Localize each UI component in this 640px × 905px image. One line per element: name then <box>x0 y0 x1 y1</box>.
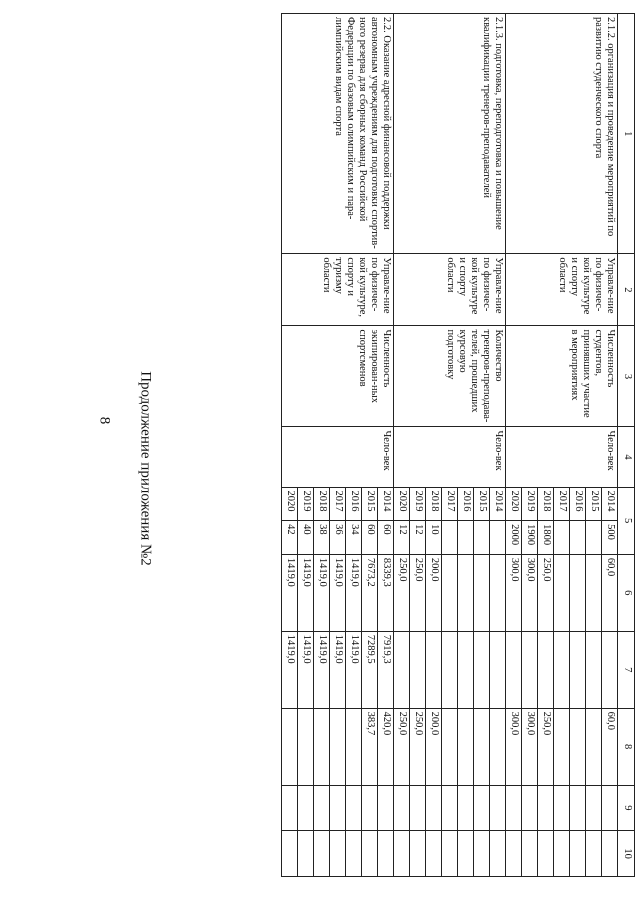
cell-regional <box>458 708 474 785</box>
cell-federal <box>586 631 602 708</box>
cell-empty <box>362 831 378 877</box>
cell-regional: 200,0 <box>426 708 442 785</box>
cell-c4: Чело-век <box>282 427 394 487</box>
cell-empty <box>394 831 410 877</box>
cell-federal <box>442 631 458 708</box>
cell-c3: Численность экипирован-ных спортсменов <box>282 326 394 427</box>
cell-total <box>474 554 490 631</box>
cell-federal <box>554 631 570 708</box>
cell-year: 2018 <box>314 487 330 521</box>
cell-federal <box>538 631 554 708</box>
cell-empty <box>490 831 506 877</box>
cell-indicator-value: 40 <box>298 521 314 555</box>
cell-federal <box>602 631 618 708</box>
cell-empty <box>458 785 474 831</box>
cell-indicator-value: 2000 <box>506 521 522 555</box>
cell-c1: 2.1.3. подготовка, переподготовка и повышение квалификации тренеров-преподавателей <box>394 14 506 254</box>
cell-federal: 1419,0 <box>330 631 346 708</box>
cell-year: 2018 <box>426 487 442 521</box>
cell-c1: 2.2. Оказание адресной финансовой поддержки автономным учреждениям для подготовки спортив-ного резерва для сборных команд Российской Федерации по базовым олимпийским и пара-лимпийским видам спорта <box>282 14 394 254</box>
cell-empty <box>538 785 554 831</box>
cell-indicator-value <box>570 521 586 555</box>
cell-empty <box>314 831 330 877</box>
cell-c1: 2.1.2. организация и проведение мероприятий по развитию студенческого спорта <box>506 14 618 254</box>
cell-year: 2017 <box>554 487 570 521</box>
cell-empty <box>458 831 474 877</box>
cell-indicator-value <box>458 521 474 555</box>
table-row <box>602 14 618 877</box>
cell-regional <box>282 708 298 785</box>
header-cell: 3 <box>618 326 635 427</box>
cell-total: 60,0 <box>602 554 618 631</box>
cell-c3: Количество тренеров-преподава-телей, прошедших курсовую подготовку <box>394 326 506 427</box>
cell-regional <box>554 708 570 785</box>
cell-year: 2019 <box>298 487 314 521</box>
cell-empty <box>442 831 458 877</box>
table-row <box>378 14 394 877</box>
cell-empty <box>378 831 394 877</box>
cell-regional: 250,0 <box>394 708 410 785</box>
cell-empty <box>506 831 522 877</box>
header-cell: 6 <box>618 554 635 631</box>
cell-empty <box>602 831 618 877</box>
cell-empty <box>586 831 602 877</box>
cell-empty <box>282 785 298 831</box>
cell-indicator-value: 34 <box>346 521 362 555</box>
cell-c2: Управле-ние по физичес-кой культуре, спорту и туризму области <box>282 254 394 326</box>
cell-total: 1419,0 <box>314 554 330 631</box>
cell-regional <box>330 708 346 785</box>
cell-regional <box>586 708 602 785</box>
cell-regional <box>314 708 330 785</box>
cell-empty <box>330 831 346 877</box>
cell-empty <box>602 785 618 831</box>
program-table <box>281 13 635 877</box>
cell-regional <box>570 708 586 785</box>
header-cell: 2 <box>618 254 635 326</box>
cell-year: 2014 <box>378 487 394 521</box>
header-cell: 5 <box>618 487 635 554</box>
cell-indicator-value: 1900 <box>522 521 538 555</box>
cell-empty <box>522 785 538 831</box>
cell-total: 250,0 <box>410 554 426 631</box>
cell-regional <box>474 708 490 785</box>
header-cell: 4 <box>618 427 635 487</box>
cell-total: 1419,0 <box>282 554 298 631</box>
cell-indicator-value: 38 <box>314 521 330 555</box>
cell-empty <box>570 785 586 831</box>
header-cell: 8 <box>618 708 635 785</box>
cell-year: 2015 <box>362 487 378 521</box>
cell-indicator-value: 1800 <box>538 521 554 555</box>
table-row <box>490 14 506 877</box>
cell-empty <box>570 831 586 877</box>
cell-federal <box>394 631 410 708</box>
cell-empty <box>426 831 442 877</box>
cell-indicator-value: 42 <box>282 521 298 555</box>
cell-year: 2014 <box>490 487 506 521</box>
cell-empty <box>410 785 426 831</box>
header-cell: 7 <box>618 631 635 708</box>
cell-federal <box>570 631 586 708</box>
cell-empty <box>554 785 570 831</box>
cell-year: 2019 <box>522 487 538 521</box>
cell-c4: Чело-век <box>394 427 506 487</box>
rotated-table-container <box>155 13 635 877</box>
cell-empty <box>490 785 506 831</box>
cell-indicator-value <box>474 521 490 555</box>
cell-federal: 1419,0 <box>298 631 314 708</box>
cell-empty <box>474 785 490 831</box>
cell-indicator-value: 10 <box>426 521 442 555</box>
table-header <box>618 14 635 877</box>
cell-federal <box>426 631 442 708</box>
cell-federal <box>474 631 490 708</box>
cell-empty <box>538 831 554 877</box>
continuation-caption: Продолжение приложения №2 <box>137 371 154 566</box>
cell-indicator-value: 12 <box>410 521 426 555</box>
cell-indicator-value: 60 <box>362 521 378 555</box>
cell-regional: 383,7 <box>362 708 378 785</box>
header-cell: 9 <box>618 785 635 831</box>
cell-year: 2016 <box>570 487 586 521</box>
cell-empty <box>506 785 522 831</box>
cell-c4: Чело-век <box>506 427 618 487</box>
cell-total <box>442 554 458 631</box>
table-body <box>282 14 618 877</box>
cell-federal: 1419,0 <box>314 631 330 708</box>
cell-year: 2016 <box>346 487 362 521</box>
cell-indicator-value: 12 <box>394 521 410 555</box>
cell-empty <box>378 785 394 831</box>
cell-federal <box>522 631 538 708</box>
page-number: 8 <box>96 416 113 425</box>
cell-federal <box>506 631 522 708</box>
cell-regional <box>442 708 458 785</box>
cell-empty <box>426 785 442 831</box>
cell-indicator-value: 60 <box>378 521 394 555</box>
cell-regional <box>346 708 362 785</box>
cell-regional: 250,0 <box>538 708 554 785</box>
cell-c2: Управле-ние по физичес-кой культуре и спорту области <box>506 254 618 326</box>
cell-year: 2017 <box>442 487 458 521</box>
cell-indicator-value <box>554 521 570 555</box>
cell-regional <box>490 708 506 785</box>
cell-total: 250,0 <box>394 554 410 631</box>
cell-empty <box>522 831 538 877</box>
cell-federal: 1419,0 <box>346 631 362 708</box>
cell-indicator-value <box>490 521 506 555</box>
cell-empty <box>314 785 330 831</box>
cell-total: 1419,0 <box>298 554 314 631</box>
cell-year: 2018 <box>538 487 554 521</box>
cell-empty <box>362 785 378 831</box>
cell-empty <box>586 785 602 831</box>
cell-regional: 420,0 <box>378 708 394 785</box>
cell-empty <box>330 785 346 831</box>
cell-empty <box>298 831 314 877</box>
cell-c2: Управле-ние по физичес-кой культуре и спорту области <box>394 254 506 326</box>
cell-total <box>554 554 570 631</box>
cell-year: 2020 <box>506 487 522 521</box>
cell-indicator-value: 36 <box>330 521 346 555</box>
cell-indicator-value <box>586 521 602 555</box>
cell-federal <box>410 631 426 708</box>
cell-total: 7673,2 <box>362 554 378 631</box>
cell-total: 300,0 <box>522 554 538 631</box>
cell-year: 2020 <box>394 487 410 521</box>
cell-regional <box>298 708 314 785</box>
cell-empty <box>298 785 314 831</box>
cell-total <box>490 554 506 631</box>
cell-year: 2020 <box>282 487 298 521</box>
cell-empty <box>282 831 298 877</box>
cell-empty <box>346 785 362 831</box>
cell-year: 2016 <box>458 487 474 521</box>
cell-total: 1419,0 <box>330 554 346 631</box>
cell-indicator-value: 500 <box>602 521 618 555</box>
cell-regional: 250,0 <box>410 708 426 785</box>
cell-federal: 1419,0 <box>282 631 298 708</box>
cell-empty <box>442 785 458 831</box>
cell-indicator-value <box>442 521 458 555</box>
cell-regional: 300,0 <box>522 708 538 785</box>
cell-year: 2019 <box>410 487 426 521</box>
cell-total <box>586 554 602 631</box>
header-cell: 1 <box>618 14 635 254</box>
cell-total: 250,0 <box>538 554 554 631</box>
cell-empty <box>554 831 570 877</box>
cell-total: 1419,0 <box>346 554 362 631</box>
cell-year: 2015 <box>474 487 490 521</box>
cell-federal <box>458 631 474 708</box>
cell-total: 200,0 <box>426 554 442 631</box>
cell-empty <box>410 831 426 877</box>
cell-total <box>570 554 586 631</box>
cell-empty <box>394 785 410 831</box>
cell-total <box>458 554 474 631</box>
cell-total: 300,0 <box>506 554 522 631</box>
header-cell: 10 <box>618 831 635 877</box>
cell-empty <box>346 831 362 877</box>
cell-empty <box>474 831 490 877</box>
cell-year: 2015 <box>586 487 602 521</box>
cell-year: 2014 <box>602 487 618 521</box>
cell-regional: 300,0 <box>506 708 522 785</box>
cell-federal: 7919,3 <box>378 631 394 708</box>
cell-c3: Численность студентов, принявших участие в мероприятиях <box>506 326 618 427</box>
cell-federal <box>490 631 506 708</box>
cell-regional: 60,0 <box>602 708 618 785</box>
cell-year: 2017 <box>330 487 346 521</box>
cell-total: 8339,3 <box>378 554 394 631</box>
cell-federal: 7289,5 <box>362 631 378 708</box>
